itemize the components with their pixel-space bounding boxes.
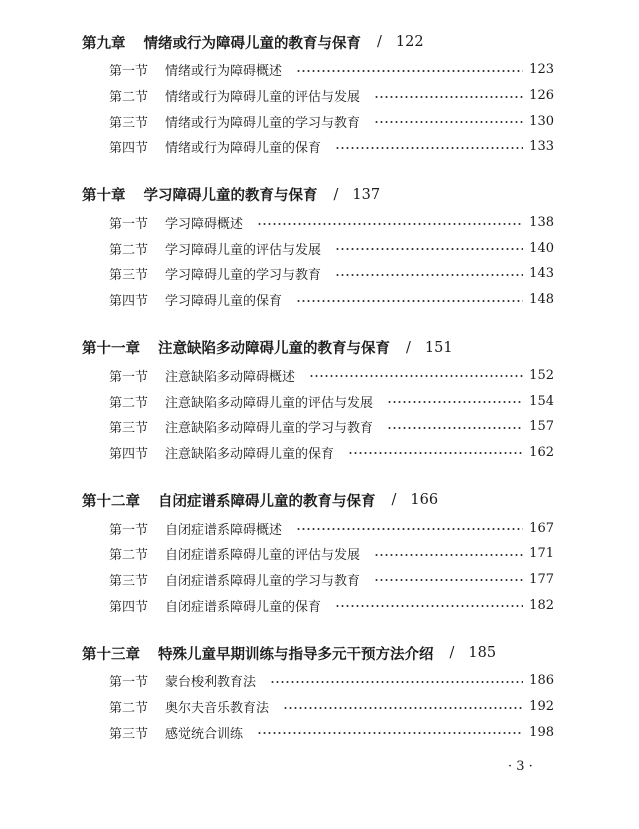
dot-leader	[374, 554, 523, 556]
section-page-number: 162	[529, 444, 554, 460]
section-title: 奥尔夫音乐教育法	[165, 701, 270, 717]
section-page-number: 182	[529, 597, 554, 613]
section-number: 第三节	[109, 268, 149, 284]
section-page-number: 198	[529, 724, 554, 740]
section-page-number: 140	[529, 240, 554, 256]
section-entry[interactable]	[82, 57, 554, 83]
section-page-number: 123	[529, 62, 554, 78]
section-page-number: 143	[529, 266, 554, 282]
section-entry[interactable]	[82, 287, 554, 313]
chapter-separator: /	[449, 645, 455, 661]
section-number: 第四节	[109, 141, 149, 157]
section-page-number: 138	[529, 215, 554, 231]
chapter-title: 学习障碍儿童的教育与保育	[143, 188, 318, 205]
section-title: 自闭症谱系障碍概述	[165, 522, 283, 538]
section-number: 第二节	[109, 395, 149, 411]
chapter-page-number: 137	[352, 186, 381, 203]
chapter-number: 第十章	[82, 188, 126, 205]
chapter-page-number: 122	[395, 34, 424, 50]
section-entry[interactable]	[82, 83, 554, 109]
section-title: 自闭症谱系障碍儿童的评估与发展	[165, 548, 361, 564]
section-title: 注意缺陷多动障碍儿童的评估与发展	[165, 395, 374, 411]
dot-leader	[257, 223, 523, 225]
section-entry[interactable]	[82, 567, 554, 593]
dot-leader	[296, 70, 523, 72]
dot-leader	[257, 732, 523, 734]
chapter-10	[82, 182, 554, 313]
section-entry[interactable]	[82, 592, 554, 618]
section-page-number: 157	[529, 419, 554, 435]
section-title: 情绪或行为障碍概述	[165, 64, 283, 80]
section-number: 第一节	[109, 675, 149, 691]
section-entry[interactable]	[82, 668, 554, 694]
chapter-title: 自闭症谱系障碍儿童的教育与保育	[158, 493, 376, 510]
section-number: 第一节	[109, 522, 149, 538]
dot-leader	[374, 579, 523, 581]
chapter-separator: /	[391, 492, 397, 509]
section-page-number: 154	[529, 393, 554, 409]
section-number: 第二节	[109, 90, 149, 106]
chapter-number: 第九章	[82, 35, 126, 52]
section-title: 注意缺陷多动障碍儿童的学习与教育	[165, 421, 374, 437]
chapter-heading[interactable]	[82, 487, 554, 513]
section-entry[interactable]	[82, 363, 554, 389]
section-entry[interactable]	[82, 719, 554, 745]
section-number: 第一节	[109, 217, 149, 233]
section-title: 蒙台梭利教育法	[165, 675, 257, 691]
section-number: 第三节	[109, 726, 149, 742]
section-title: 注意缺陷多动障碍儿童的保育	[165, 446, 335, 462]
section-page-number: 130	[529, 113, 554, 129]
page-number: · 3 ·	[508, 759, 533, 774]
section-number: 第一节	[109, 369, 149, 385]
section-number: 第四节	[109, 599, 149, 615]
chapter-12	[82, 487, 554, 618]
chapter-title: 特殊儿童早期训练与指导多元干预方法介绍	[158, 646, 434, 663]
chapter-separator: /	[377, 34, 382, 50]
section-title: 感觉统合训练	[165, 726, 244, 742]
section-page-number: 126	[529, 88, 554, 104]
chapter-separator: /	[406, 339, 411, 356]
chapter-title: 注意缺陷多动障碍儿童的教育与保育	[158, 341, 390, 357]
section-number: 第三节	[109, 115, 149, 131]
section-entry[interactable]	[82, 388, 554, 414]
section-page-number: 186	[529, 673, 554, 689]
section-entry[interactable]	[82, 210, 554, 236]
chapter-heading[interactable]	[82, 29, 554, 55]
section-title: 情绪或行为障碍儿童的评估与发展	[165, 90, 361, 106]
dot-leader	[335, 274, 523, 276]
section-number: 第二节	[109, 242, 149, 258]
section-number: 第四节	[109, 294, 149, 310]
chapter-number: 第十一章	[82, 341, 140, 357]
section-entry[interactable]	[82, 108, 554, 134]
chapter-page-number: 166	[410, 492, 439, 509]
chapter-page-number: 185	[468, 645, 497, 661]
section-title: 情绪或行为障碍儿童的保育	[165, 141, 322, 157]
section-page-number: 192	[529, 699, 554, 715]
section-number: 第一节	[109, 64, 149, 80]
section-number: 第三节	[109, 421, 149, 437]
chapter-heading[interactable]	[82, 335, 554, 361]
dot-leader	[296, 300, 523, 302]
dot-leader	[387, 427, 523, 429]
section-page-number: 133	[529, 139, 554, 155]
dot-leader	[335, 605, 523, 607]
section-entry[interactable]	[82, 261, 554, 287]
dot-leader	[335, 147, 523, 149]
section-entry[interactable]	[82, 134, 554, 160]
chapter-9	[82, 29, 554, 160]
section-page-number: 152	[529, 367, 554, 383]
dot-leader	[374, 121, 523, 123]
section-number: 第三节	[109, 573, 149, 589]
chapter-number: 第十二章	[82, 493, 140, 510]
dot-leader	[374, 96, 523, 98]
section-title: 自闭症谱系障碍儿童的学习与教育	[165, 573, 361, 589]
section-title: 学习障碍儿童的评估与发展	[165, 242, 322, 258]
chapter-page-number: 151	[424, 339, 453, 356]
section-number: 第四节	[109, 446, 149, 462]
section-entry[interactable]	[82, 515, 554, 541]
chapter-11	[82, 335, 554, 466]
dot-leader	[296, 528, 523, 530]
dot-leader	[309, 375, 523, 377]
section-entry[interactable]	[82, 440, 554, 466]
section-number: 第二节	[109, 548, 149, 564]
chapter-heading[interactable]	[82, 640, 554, 666]
section-entry[interactable]	[82, 694, 554, 720]
chapter-heading[interactable]	[82, 182, 554, 208]
section-page-number: 167	[529, 520, 554, 536]
section-entry[interactable]	[82, 414, 554, 440]
section-page-number: 177	[529, 571, 554, 587]
chapter-separator: /	[333, 186, 339, 203]
section-entry[interactable]	[82, 541, 554, 567]
section-title: 学习障碍儿童的保育	[165, 294, 283, 310]
section-title: 注意缺陷多动障碍概述	[165, 369, 296, 385]
section-page-number: 148	[529, 292, 554, 308]
dot-leader	[270, 681, 523, 683]
dot-leader	[387, 401, 523, 403]
chapter-13	[82, 640, 554, 745]
section-title: 自闭症谱系障碍儿童的保育	[165, 599, 322, 615]
dot-leader	[335, 248, 523, 250]
table-of-contents	[82, 29, 554, 745]
section-number: 第二节	[109, 701, 149, 717]
chapter-number: 第十三章	[82, 646, 140, 663]
dot-leader	[348, 452, 523, 454]
section-page-number: 171	[529, 546, 554, 562]
section-title: 情绪或行为障碍儿童的学习与教育	[165, 115, 361, 131]
section-title: 学习障碍儿童的学习与教育	[165, 268, 322, 284]
section-entry[interactable]	[82, 235, 554, 261]
chapter-title: 情绪或行为障碍儿童的教育与保育	[143, 35, 361, 52]
section-title: 学习障碍概述	[165, 217, 244, 233]
dot-leader	[283, 707, 523, 709]
